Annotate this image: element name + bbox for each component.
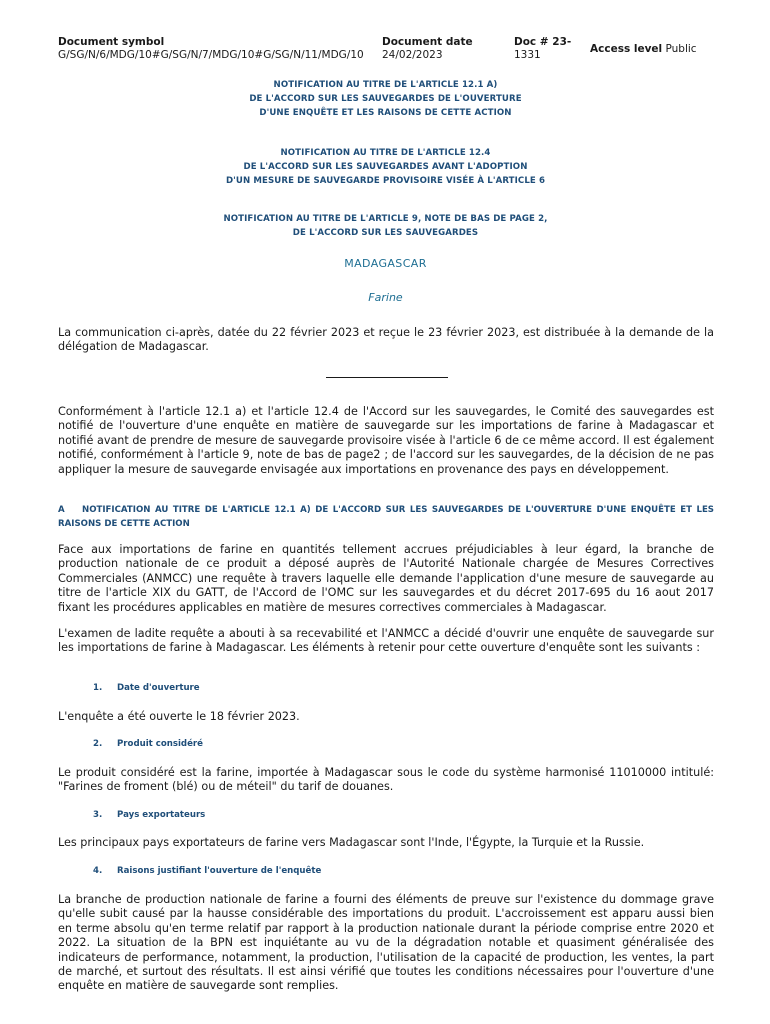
document-date-value: 24/02/2023 — [382, 49, 443, 61]
notification-heading-line: DE L'ACCORD SUR LES SAUVEGARDES — [292, 228, 479, 238]
section-a-heading — [58, 503, 714, 531]
notification-heading-2 — [58, 146, 713, 188]
subheading-title: Produit considéré — [117, 739, 203, 749]
access-level-value: Public — [665, 43, 697, 55]
notification-heading-line: DE L'ACCORD SUR LES SAUVEGARDES DE L'OUVERTURE — [249, 94, 522, 104]
document-number — [514, 36, 576, 62]
subheading-title: Pays exportateurs — [117, 810, 206, 820]
sub3-paragraph: Les principaux pays exportateurs de farine vers Madagascar sont l'Inde, l'Égypte, la Turquie et la Russie. — [58, 836, 645, 849]
notification-heading-line: NOTIFICATION AU TITRE DE L'ARTICLE 12.1 A) — [273, 80, 498, 90]
document-symbol-label: Document symbol — [58, 36, 165, 48]
document-header — [58, 36, 718, 70]
access-level-label: Access level — [590, 43, 663, 55]
notification-heading-line: D'UN MESURE DE SAUVEGARDE PROVISOIRE VISÉE À L'ARTICLE 6 — [225, 176, 546, 186]
notification-heading-line: DE L'ACCORD SUR LES SAUVEGARDES AVANT L'ADOPTION — [243, 162, 528, 172]
paragraph-3: L'examen de ladite requête a abouti à sa recevabilité et l'ANMCC a décidé d'ouvrir une enquête de sauvegarde sur les importations de farine à Madagascar. Les éléments à retenir pour cette ouverture d'enquête sont les suivants : — [58, 627, 714, 655]
access-level — [590, 43, 730, 56]
paragraph-2: Face aux importations de farine en quantités tellement accrues préjudiciables à leur égard, la branche de production nationale de ce produit a déposé auprès de l'Autorité Nationale chargée de Mesures Correctives Commerciales (ANMCC) une requête à travers laquelle elle demande l'application d'une mesure de sauvegarde au titre de l'article XIX du GATT, de l'Accord de l'OMC sur les sauvegardes et du décret 2017-695 du 16 aout 2017 fixant les procédures applicables en matière de mesures correctives commerciales à Madagascar. — [58, 543, 714, 614]
notification-heading-3 — [58, 212, 713, 240]
notification-heading-line: NOTIFICATION AU TITRE DE L'ARTICLE 12.4 — [280, 148, 491, 158]
document-number-value: 1331 — [514, 49, 541, 61]
subheading-number: 1. — [93, 683, 103, 693]
separator-line — [326, 377, 448, 378]
intro-paragraph: La communication ci-après, datée du 22 février 2023 et reçue le 23 février 2023, est distribuée à la demande de la délégation de Madagascar. — [58, 326, 714, 354]
document-date-label: Document date — [382, 36, 473, 48]
section-a-letter: A — [58, 505, 65, 515]
sub4-paragraph: La branche de production nationale de farine a fourni des éléments de preuve sur l'existence du dommage grave qu'elle subit causé par la hausse considérable des importations du produit. L'accroissement est apparu aussi bien en terme absolu qu'en terme relatif par rapport à la production nationale durant la période comprise entre 2020 et 2022. La situation de la BPN est inquiétante au vu de la dégradation notable et quasiment généralisée des indicateurs de performance, notamment, la production, l'utilisation de la capacité de production, les ventes, la part de marché, et surtout des résultats. Il est ainsi vérifié que toutes les conditions nécessaires pour l'ouverture d'une enquête en matière de sauvegarde sont remplies. — [58, 893, 714, 993]
document-number-label: Doc # 23- — [514, 36, 572, 48]
country-title: MADAGASCAR — [344, 257, 427, 270]
subheading-number: 2. — [93, 739, 103, 749]
document-symbol-value: G/SG/N/6/MDG/10#G/SG/N/7/MDG/10#G/SG/N/11/MDG/10 — [58, 49, 364, 61]
sub2-paragraph: Le produit considéré est la farine, importée à Madagascar sous le code du système harmonisé 11010000 intitulé: "Farines de froment (blé) ou de méteil" du tarif de douanes. — [58, 766, 714, 794]
product-title: Farine — [368, 291, 403, 304]
subheading-title: Raisons justifiant l'ouverture de l'enquête — [117, 866, 322, 876]
subheading-title: Date d'ouverture — [117, 683, 200, 693]
document-date — [382, 36, 502, 62]
sub1-paragraph: L'enquête a été ouverte le 18 février 2023. — [58, 710, 300, 723]
notification-heading-line: NOTIFICATION AU TITRE DE L'ARTICLE 9, NOTE DE BAS DE PAGE 2, — [223, 214, 548, 224]
section-a-title: NOTIFICATION AU TITRE DE L'ARTICLE 12.1 A) DE L'ACCORD SUR LES SAUVEGARDES DE L'OUVERTURE D'UNE ENQUÊTE ET LES RAISONS DE CETTE ACTION — [58, 505, 714, 529]
subheading-number: 4. — [93, 866, 103, 876]
subheading-number: 3. — [93, 810, 103, 820]
notification-heading-1 — [58, 78, 713, 120]
notification-heading-line: D'UNE ENQUÊTE ET LES RAISONS DE CETTE ACTION — [259, 108, 512, 118]
paragraph-1: Conformément à l'article 12.1 a) et l'article 12.4 de l'Accord sur les sauvegardes, le Comité des sauvegardes est notifié de l'ouverture d'une enquête en matière de sauvegarde sur les importations de farine à Madagascar et notifié avant de prendre de mesure de sauvegarde provisoire visée à l'article 6 de ce même accord. Il est également notifié, conformément à l'article 9, note de bas de page2 ; de l'accord sur les sauvegardes, de la décision de ne pas appliquer la mesure de sauvegarde envisagée aux importations en provenance des pays en développement. — [58, 405, 714, 476]
